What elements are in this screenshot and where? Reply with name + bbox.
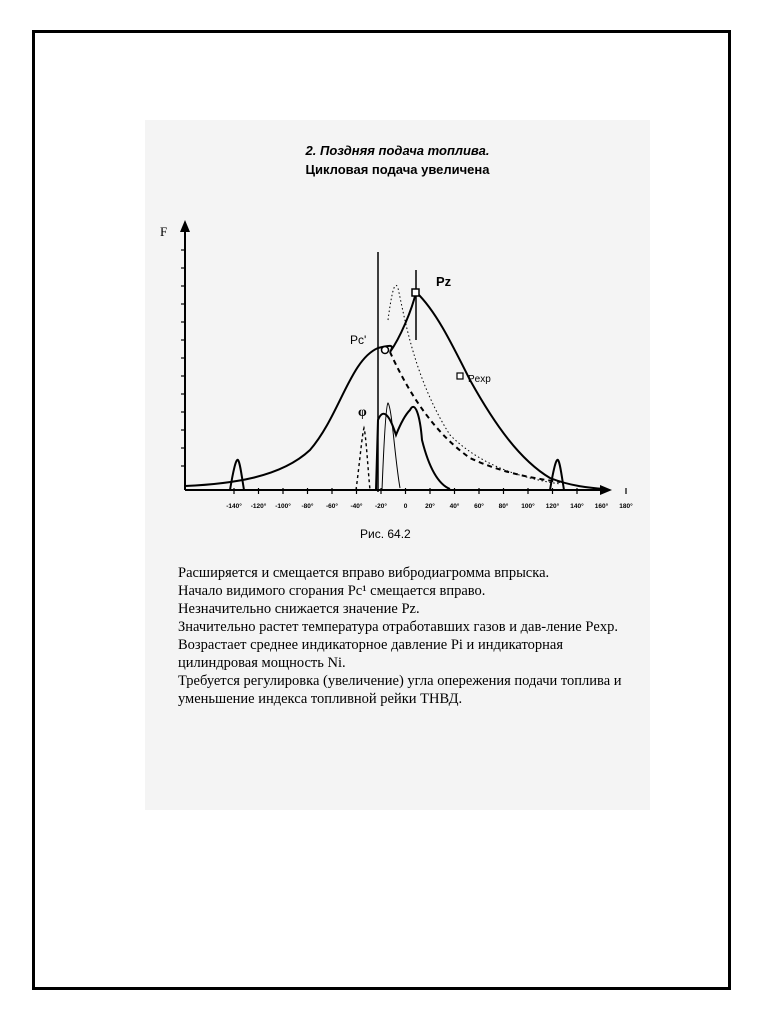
x-tick-label: 40° — [449, 503, 460, 510]
paragraph: Требуется регулировка (увеличение) угла опережения подачи топлива и уменьшение индекса топливной рейки ТНВД. — [178, 673, 622, 707]
right-bump — [550, 460, 564, 490]
x-tick-label: -120° — [250, 503, 267, 510]
paragraph: Начало видимого сгорания Pc¹ смещается вправо. — [178, 583, 486, 599]
paragraph: Возрастает среднее индикаторное давление Pi и индикаторная цилиндровая мощность Ni. — [178, 637, 563, 671]
left-bump — [230, 460, 244, 490]
pressure-curve-main — [185, 292, 605, 489]
x-tick-label: -20° — [375, 503, 387, 510]
injection-curve — [376, 407, 450, 490]
y-axis-arrow — [180, 220, 190, 232]
pressure-curve-dashed — [390, 352, 560, 482]
x-tick-label: 160° — [594, 503, 609, 510]
x-tick-label: -140° — [226, 503, 242, 510]
pc-marker — [382, 347, 389, 354]
paragraph: Значительно растет температура отработавших газов и дав-ление Pexp. — [178, 619, 618, 635]
body-text — [178, 564, 640, 708]
section-title: 2. Поздняя подача топлива. — [305, 143, 490, 158]
injection-dash-curve — [356, 428, 370, 490]
pexp-marker — [457, 373, 463, 379]
x-tick-label: -100° — [275, 503, 291, 510]
pz-label: Pz — [436, 274, 452, 289]
figure-caption: Рис. 64.2 — [360, 527, 411, 541]
pexp-label: Pexp — [468, 374, 491, 385]
x-tick-label: -60° — [326, 503, 338, 510]
phi-label: φ — [358, 405, 367, 420]
x-tick-label: 100° — [521, 503, 535, 510]
x-tick-label: 180° — [619, 503, 633, 510]
paragraph: Незначительно снижается значение Pz. — [178, 601, 420, 617]
x-tick-label: 0 — [403, 503, 408, 510]
x-tick-label: 80° — [498, 503, 509, 510]
x-tick-label: 140° — [570, 503, 584, 510]
pc-label: Pc' — [350, 333, 367, 347]
x-ticks — [226, 488, 633, 510]
section-subtitle: Цикловая подача увеличена — [305, 162, 490, 177]
x-tick-label: 60° — [474, 503, 484, 510]
x-tick-label: -80° — [301, 503, 314, 510]
x-tick-label: 20° — [425, 503, 435, 510]
x-tick-label: 120° — [545, 503, 560, 510]
y-axis-label: F — [160, 224, 168, 239]
x-tick-label: -40° — [350, 503, 363, 510]
pz-marker — [412, 289, 419, 296]
paragraph: Расширяется и смещается вправо вибродиагромма впрыска. — [178, 565, 550, 581]
injection-thin-curve — [382, 403, 400, 490]
pressure-chart — [150, 210, 633, 520]
